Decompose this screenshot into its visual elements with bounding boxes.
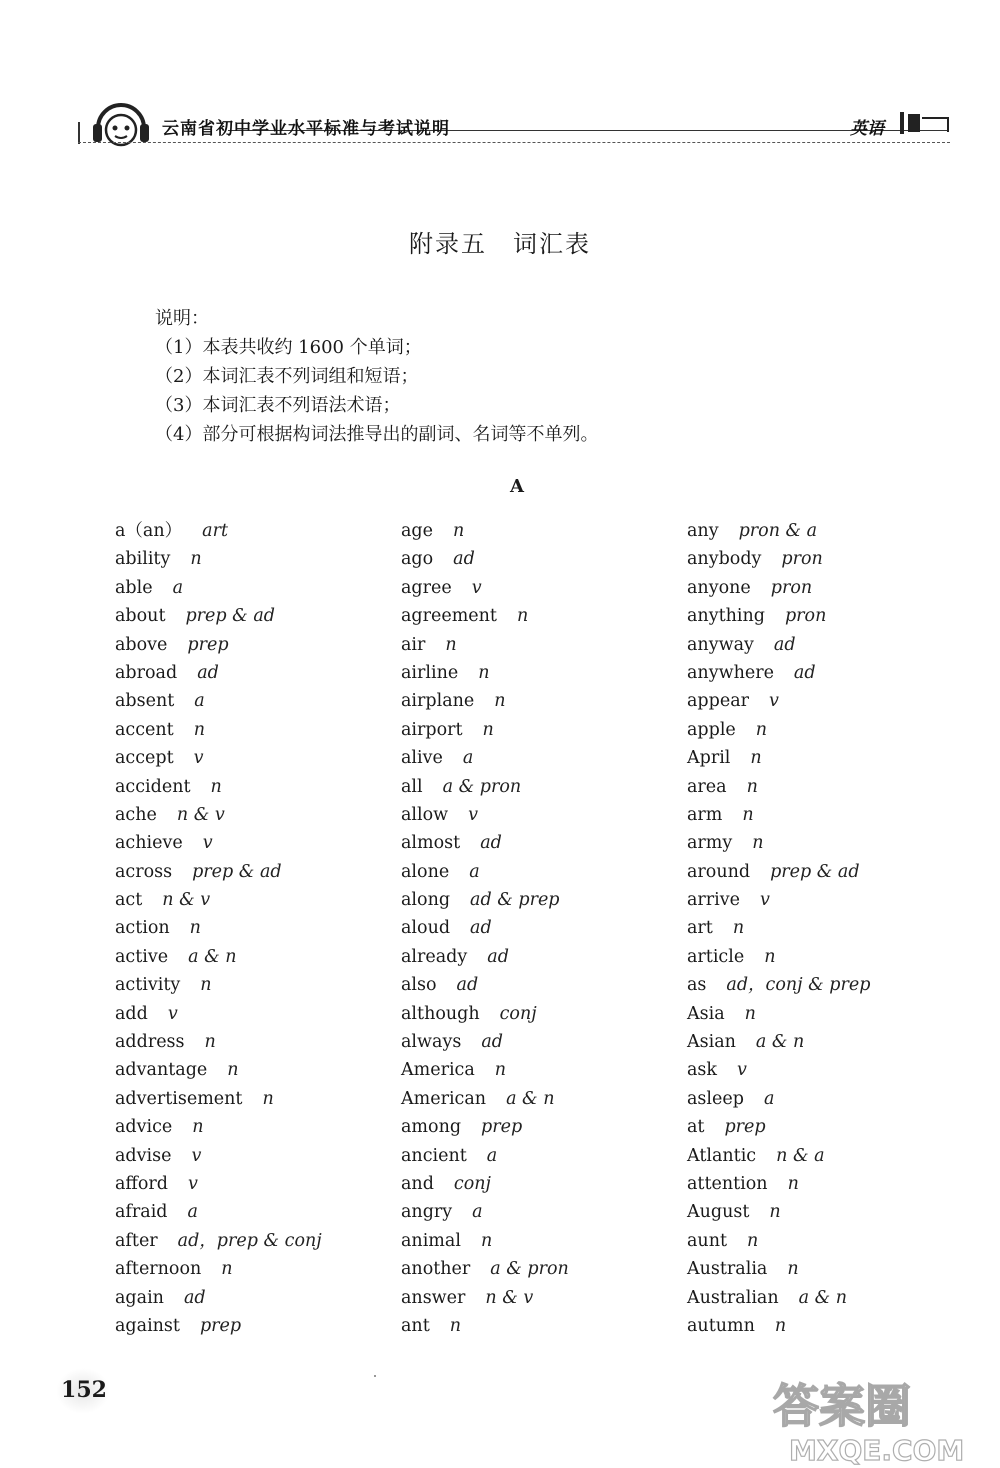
vocab-entry [687,631,870,659]
vocab-entry [401,631,569,659]
vocab-word: ant [401,1315,430,1336]
vocab-word: America [401,1060,475,1081]
page-header [78,92,950,152]
part-of-speech: n & v [485,1287,534,1308]
vocab-entry [401,1198,569,1226]
vocab-word: already [401,946,468,967]
part-of-speech: a [172,577,184,598]
vocab-entry [115,631,322,659]
vocab-word: airline [401,662,459,683]
part-of-speech: n [445,634,457,655]
watermark-top-text: 答案圈 [773,1379,911,1433]
vocab-entry [687,744,870,772]
section-letter: A [510,476,524,497]
vocab-word: anyone [687,577,751,598]
vocab-word: Atlantic [687,1145,757,1166]
vocab-word: afraid [115,1202,168,1223]
header-dashed-rule [78,142,950,143]
part-of-speech: pron & a [738,521,818,541]
vocab-word: animal [401,1230,461,1251]
vocab-column-2 [401,517,569,1340]
part-of-speech: ad，prep & conj [177,1230,322,1251]
part-of-speech: n [453,521,465,541]
vocab-word: ago [401,549,434,570]
header-subject: 英语 [850,119,884,139]
part-of-speech: a [187,1202,198,1223]
vocab-word: add [115,1003,148,1024]
vocab-word: advantage [115,1060,208,1081]
part-of-speech: ad [487,946,509,967]
vocab-entry [401,1113,569,1141]
vocab-word: alone [401,861,450,882]
vocab-column-1 [115,517,322,1340]
vocab-entry [401,1085,569,1113]
vocab-entry [687,1142,870,1170]
vocab-word: agree [401,577,452,598]
part-of-speech: n [210,776,222,797]
vocab-word: after [115,1230,158,1251]
part-of-speech: prep & ad [192,861,282,882]
vocab-word: about [115,606,166,627]
vocab-word: American [401,1088,487,1109]
page-title: 附录五 词汇表 [409,230,591,258]
vocab-word: air [401,634,426,655]
vocab-word: above [115,634,168,655]
vocab-entry [115,773,322,801]
part-of-speech: ad [773,634,796,655]
part-of-speech: n [787,1173,799,1194]
part-of-speech: n [742,804,754,825]
speaker-badge-icon [896,106,950,140]
note-item: （3）本词汇表不列语法术语； [155,395,401,416]
part-of-speech: a & pron [490,1259,569,1280]
part-of-speech: n & v [162,890,211,911]
vocab-word: advise [115,1145,172,1166]
vocab-word: again [115,1287,164,1308]
part-of-speech: ad [480,833,502,854]
part-of-speech: ad [197,662,219,683]
part-of-speech: v [202,833,213,854]
vocab-entry [687,1284,870,1312]
vocab-word: autumn [687,1315,755,1336]
vocab-entry [115,716,322,744]
vocab-entry [401,858,569,886]
vocab-entry [115,687,322,715]
part-of-speech: ad，conj & prep [726,975,871,996]
part-of-speech: prep [481,1117,523,1138]
vocab-word: ask [687,1060,718,1081]
vocab-word: a（an） [115,521,183,541]
vocab-word: almost [401,833,461,854]
vocab-entry [401,914,569,942]
vocab-entry [401,716,569,744]
vocab-word: agreement [401,606,497,627]
vocab-entry [115,517,322,545]
vocab-entry [401,687,569,715]
part-of-speech: v [471,577,482,598]
vocab-word: afford [115,1173,168,1194]
part-of-speech: n [750,748,762,769]
part-of-speech: a & n [755,1032,805,1053]
part-of-speech: a [194,691,205,712]
vocab-entry [687,574,870,602]
vocab-entry [687,1056,870,1084]
vocab-word: ability [115,549,171,570]
vocab-entry [687,517,870,545]
vocab-entry [115,914,322,942]
vocab-entry [687,971,870,999]
vocab-word: among [401,1117,462,1138]
part-of-speech: a & n [798,1287,848,1308]
vocab-word: aunt [687,1230,728,1251]
vocab-entry [687,886,870,914]
header-bracket [78,122,84,144]
watermark-logo [765,1370,1000,1468]
part-of-speech: conj [453,1173,491,1194]
vocab-entry [401,943,569,971]
part-of-speech: prep [724,1117,766,1138]
vocab-word: activity [115,975,181,996]
vocab-word: army [687,833,733,854]
vocab-entry [687,829,870,857]
print-speck [374,1375,376,1377]
vocab-entry [115,1113,322,1141]
part-of-speech: prep [199,1315,242,1336]
vocab-word: Australia [687,1259,768,1280]
vocab-word: also [401,975,437,996]
part-of-speech: pron [781,549,823,570]
part-of-speech: n [200,975,212,996]
part-of-speech: n [755,719,768,740]
part-of-speech: v [167,1003,178,1024]
vocab-word: anybody [687,549,762,570]
vocab-entry [687,602,870,630]
vocab-entry [115,1198,322,1226]
vocab-entry [401,659,569,687]
vocab-word: along [401,890,451,911]
vocab-word: active [115,946,169,967]
vocab-entry [401,602,569,630]
vocab-entry [115,829,322,857]
part-of-speech: n [262,1088,274,1109]
part-of-speech: pron [784,606,827,627]
part-of-speech: n [752,833,764,854]
vocab-entry [115,943,322,971]
part-of-speech: a [486,1145,498,1166]
part-of-speech: n [732,918,745,939]
notes-heading: 说明： [155,308,209,329]
vocab-entry [401,773,569,801]
header-title: 云南省初中学业水平标准与考试说明 [162,119,450,139]
part-of-speech: n [190,549,202,570]
vocab-entry [401,1000,569,1028]
vocab-entry [401,829,569,857]
part-of-speech: prep & ad [770,861,860,882]
part-of-speech: a & n [506,1088,555,1109]
vocab-entry [115,858,322,886]
vocab-entry [401,1255,569,1283]
notes-block [155,304,598,449]
part-of-speech: n [787,1259,799,1280]
vocab-entry [115,1142,322,1170]
vocab-entry [687,687,870,715]
vocab-entry [115,1028,322,1056]
vocab-word: accident [115,776,191,797]
part-of-speech: n [744,1003,756,1024]
part-of-speech: n [774,1315,787,1336]
vocab-entry [401,1056,569,1084]
part-of-speech: ad [453,549,475,570]
vocab-word: aloud [401,918,451,939]
vocab-word: accent [115,719,174,740]
part-of-speech: a [763,1088,775,1109]
vocab-entry [687,801,870,829]
vocab-word: although [401,1003,480,1024]
vocab-entry [687,1028,870,1056]
vocab-entry [687,1085,870,1113]
vocab-entry [401,574,569,602]
vocab-word: April [687,748,731,769]
part-of-speech: n [494,691,506,712]
vocab-word: airplane [401,691,475,712]
vocab-entry [687,943,870,971]
part-of-speech: ad [183,1287,206,1308]
vocab-entry [687,1227,870,1255]
vocab-entry [401,971,569,999]
part-of-speech: n & v [176,804,225,825]
part-of-speech: v [468,804,479,825]
vocab-word: absent [115,691,175,712]
vocab-word: action [115,918,170,939]
part-of-speech: v [193,748,204,769]
vocab-word: allow [401,804,449,825]
vocab-word: Asian [687,1032,736,1053]
part-of-speech: a [462,748,474,769]
part-of-speech: n [746,776,758,797]
note-item: （2）本词汇表不列词组和短语； [155,366,419,387]
vocab-entry [115,971,322,999]
part-of-speech: v [769,691,779,712]
vocab-word: anywhere [687,662,774,683]
vocab-word: airport [401,719,463,740]
vocab-entry [687,773,870,801]
part-of-speech: prep [187,634,229,655]
vocab-word: act [115,890,143,911]
vocab-word: article [687,946,745,967]
watermark-bottom-text: MXQE.COM [789,1434,965,1467]
vocab-entry [687,1198,870,1226]
vocab-word: area [687,776,727,797]
vocab-word: another [401,1259,471,1280]
vocab-entry [401,1028,569,1056]
vocab-entry [401,517,569,545]
vocab-word: against [115,1315,180,1336]
vocab-word: advice [115,1117,173,1138]
vocab-word: apple [687,719,736,740]
vocab-word: arrive [687,890,741,911]
vocab-word: able [115,577,153,598]
vocab-word: ache [115,804,157,825]
part-of-speech: n [764,946,776,967]
vocab-entry [687,858,870,886]
vocab-entry [687,716,870,744]
part-of-speech: n [769,1202,781,1223]
vocab-word: ancient [401,1145,467,1166]
vocab-entry [401,1227,569,1255]
part-of-speech: a [472,1202,483,1223]
vocab-word: Australian [687,1287,779,1308]
part-of-speech: ad [470,918,492,939]
part-of-speech: prep & ad [185,606,275,627]
vocab-word: accept [115,748,174,769]
part-of-speech: n [189,918,201,939]
vocab-entry [401,744,569,772]
vocab-entry [687,1255,870,1283]
vocab-entry [115,1227,322,1255]
vocab-entry [115,659,322,687]
vocab-entry [687,1170,870,1198]
headphone-mascot-icon [90,98,152,148]
part-of-speech: v [187,1173,198,1194]
vocab-word: address [115,1032,185,1053]
part-of-speech: conj [499,1003,537,1024]
part-of-speech: a & pron [442,776,522,797]
part-of-speech: n [478,662,490,683]
vocab-word: achieve [115,833,183,854]
part-of-speech: n [192,1117,204,1138]
vocab-entry [687,1312,870,1340]
part-of-speech: a & n [188,946,237,967]
vocab-entry [401,1142,569,1170]
part-of-speech: ad [456,975,479,996]
vocab-entry [687,545,870,573]
vocab-word: age [401,521,433,541]
vocab-word: attention [687,1173,768,1194]
part-of-speech: a [469,861,480,882]
part-of-speech: ad & prep [470,890,560,911]
vocab-entry [401,1170,569,1198]
vocab-entry [401,801,569,829]
part-of-speech: n [449,1315,462,1336]
vocab-entry [115,1284,322,1312]
vocab-word: anyway [687,634,754,655]
vocab-entry [115,545,322,573]
part-of-speech: n [494,1060,507,1081]
part-of-speech: v [737,1060,747,1081]
vocab-word: at [687,1117,705,1138]
vocab-word: anything [687,606,765,627]
note-item: （4）部分可根据构词法推导出的副词、名词等不单列。 [155,424,599,445]
part-of-speech: v [191,1145,202,1166]
part-of-speech: n [193,719,205,740]
part-of-speech: ad [793,662,816,683]
vocab-word: around [687,861,751,882]
vocab-entry [115,886,322,914]
vocab-entry [401,545,569,573]
vocab-word: abroad [115,662,178,683]
part-of-speech: n [747,1230,759,1251]
part-of-speech: n [516,606,529,627]
note-item: （1）本表共收约 1600 个单词； [155,337,422,358]
vocab-word: any [687,521,719,541]
vocab-entry [687,659,870,687]
vocab-column-3 [687,517,870,1340]
vocab-entry [115,1170,322,1198]
vocab-entry [115,1000,322,1028]
vocab-entry [115,1056,322,1084]
vocab-entry [115,1085,322,1113]
vocab-word: across [115,861,173,882]
vocab-entry [115,574,322,602]
part-of-speech: n [204,1032,216,1053]
vocab-word: and [401,1173,434,1194]
vocab-word: all [401,776,423,797]
part-of-speech: n & a [776,1145,825,1166]
vocab-word: appear [687,691,749,712]
vocab-entry [115,744,322,772]
part-of-speech: ad [481,1032,503,1053]
vocab-entry [115,1312,322,1340]
vocab-word: always [401,1032,462,1053]
part-of-speech: n [480,1230,493,1251]
page-number: 152 [61,1377,107,1403]
part-of-speech: pron [770,577,813,598]
vocab-word: Asia [687,1003,725,1024]
part-of-speech: art [202,521,228,541]
vocab-word: arm [687,804,723,825]
part-of-speech: n [227,1060,239,1081]
vocab-word: angry [401,1202,453,1223]
vocab-entry [687,1000,870,1028]
vocab-word: alive [401,748,443,769]
vocab-word: as [687,975,707,996]
vocab-word: afternoon [115,1259,202,1280]
vocab-word: art [687,918,713,939]
vocab-word: advertisement [115,1088,243,1109]
vocab-entry [115,602,322,630]
vocab-entry [687,914,870,942]
vocab-entry [115,1255,322,1283]
vocab-word: asleep [687,1088,744,1109]
vocab-entry [401,1312,569,1340]
vocab-entry [115,801,322,829]
vocab-word: answer [401,1287,466,1308]
vocab-entry [401,1284,569,1312]
part-of-speech: n [221,1259,233,1280]
vocab-entry [401,886,569,914]
part-of-speech: v [760,890,770,911]
vocab-entry [687,1113,870,1141]
part-of-speech: n [482,719,494,740]
vocab-word: August [687,1202,750,1223]
